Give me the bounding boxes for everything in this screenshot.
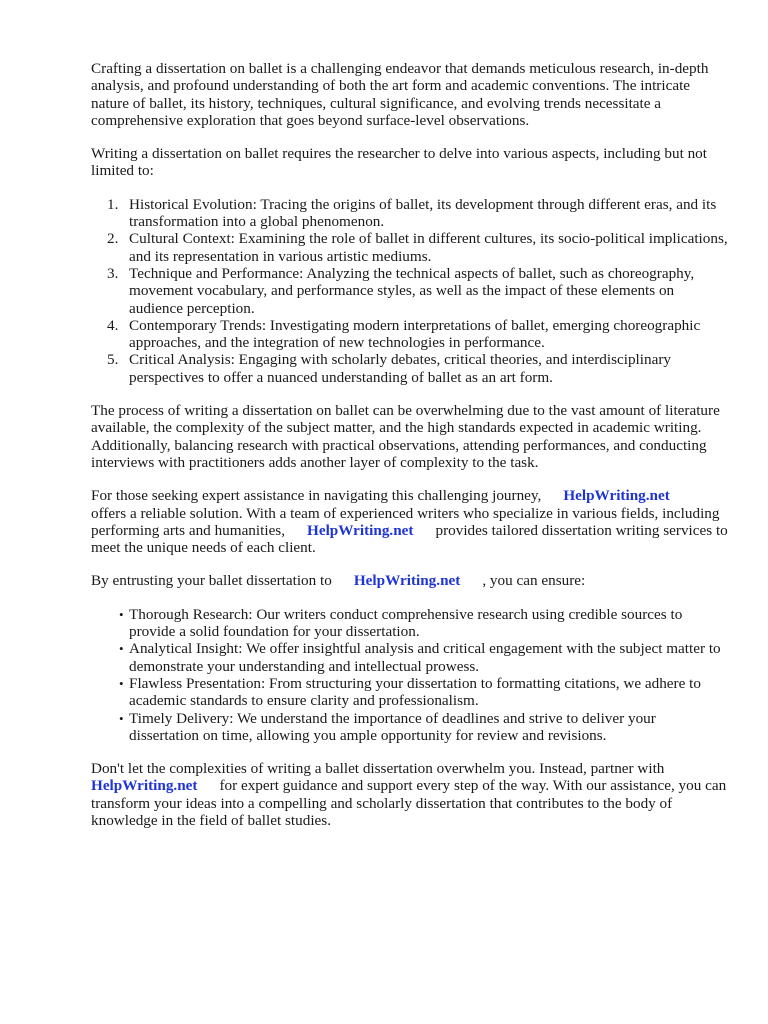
list-number: 4. — [107, 316, 119, 334]
list-item — [91, 265, 728, 317]
closing-text-1: Don't let the complexities of writing a ballet dissertation overwhelm you. Instead, partner with — [91, 760, 665, 778]
list-item-text: Cultural Context: Examining the role of ballet in different cultures, its socio-political implications, and its representation in various artistic mediums. — [129, 230, 728, 265]
assistance-text-2: offers a reliable solution. With a team of experienced writers who specialize in various fields, including performing arts and humanities, — [91, 504, 720, 539]
helpwriting-link[interactable]: HelpWriting.net — [307, 521, 414, 539]
list-item-text: Technique and Performance: Analyzing the technical aspects of ballet, such as choreography, movement vocabulary, and performance styles, as well as the impact of these elements on audience perception. — [129, 264, 695, 317]
assistance-paragraph — [91, 487, 728, 556]
helpwriting-link[interactable]: HelpWriting.net — [91, 777, 198, 795]
benefits-list — [91, 606, 728, 744]
assistance-text-3: provides tailored dissertation writing services to meet the unique needs of each client. — [91, 521, 728, 557]
entrust-text-end: , you can ensure: — [482, 572, 586, 590]
closing-text-2: for expert guidance and support every step of the way. With our assistance, you can transform your ideas into a compelling and scholarly dissertation that contributes to the body of knowledge in the field of ballet studies. — [91, 777, 727, 829]
closing-paragraph — [91, 760, 728, 829]
list-number: 3. — [107, 264, 119, 282]
list-item — [91, 196, 728, 231]
list-item-text: Critical Analysis: Engaging with scholarly debates, critical theories, and interdisciplinary perspectives to offer a nuanced understanding of ballet as an art form. — [129, 351, 671, 386]
list-item — [91, 606, 728, 641]
list-item-text: Analytical Insight: We offer insightful analysis and critical engagement with the subject matter to demonstrate your understanding and intellectual prowess. — [129, 640, 721, 675]
helpwriting-link[interactable]: HelpWriting.net — [563, 487, 670, 505]
list-number: 2. — [107, 230, 119, 248]
intro-paragraph: Crafting a dissertation on ballet is a challenging endeavor that demands meticulous research, in-depth analysis, and profound understanding of both the art form and academic conventions. The intricate nature of ballet, its history, techniques, cultural significance, and evolving trends necessitate a comprehensive exploration that goes beyond surface-level observations. — [91, 60, 709, 129]
list-item-text: Flawless Presentation: From structuring your dissertation to formatting citations, we adhere to academic standards to ensure clarity and professionalism. — [129, 674, 701, 710]
list-item-text: Timely Delivery: We understand the importance of deadlines and strive to deliver your dissertation on time, allowing you ample opportunity for review and revisions. — [129, 709, 656, 744]
helpwriting-link[interactable]: HelpWriting.net — [353, 572, 461, 590]
list-item — [91, 710, 728, 745]
list-number: 1. — [107, 195, 119, 213]
list-item-text: Historical Evolution: Tracing the origins of ballet, its development through different eras, and its transformation into a global phenomenon. — [129, 195, 717, 231]
assistance-text-1: For those seeking expert assistance in navigating this challenging journey, — [91, 487, 542, 505]
list-item — [91, 675, 728, 710]
bullet-icon: • — [119, 675, 124, 691]
entrust-text: By entrusting your ballet dissertation to — [91, 572, 332, 590]
bullet-icon: • — [119, 641, 124, 657]
aspects-list — [91, 196, 728, 386]
list-item — [91, 640, 728, 675]
list-item — [91, 351, 728, 386]
list-item — [91, 317, 728, 352]
entrust-paragraph — [91, 572, 728, 589]
list-number: 5. — [107, 351, 119, 369]
bullet-icon: • — [119, 606, 124, 622]
list-item-text: Thorough Research: Our writers conduct comprehensive research using credible sources to provide a solid foundation for your dissertation. — [129, 605, 683, 641]
process-paragraph: The process of writing a dissertation on ballet can be overwhelming due to the vast amount of literature available, the complexity of the subject matter, and the high standards expected in academic writing. Additionally, balancing research with practical observations, attending performances, and conducting interviews with practitioners adds another layer of complexity to the task. — [91, 402, 720, 471]
aspects-intro-paragraph: Writing a dissertation on ballet requires the researcher to delve into various aspects, including but not limited to: — [91, 145, 707, 180]
list-item-text: Contemporary Trends: Investigating modern interpretations of ballet, emerging choreographic approaches, and the integration of new technologies in performance. — [129, 316, 701, 352]
list-item — [91, 230, 728, 265]
bullet-icon: • — [119, 710, 124, 726]
